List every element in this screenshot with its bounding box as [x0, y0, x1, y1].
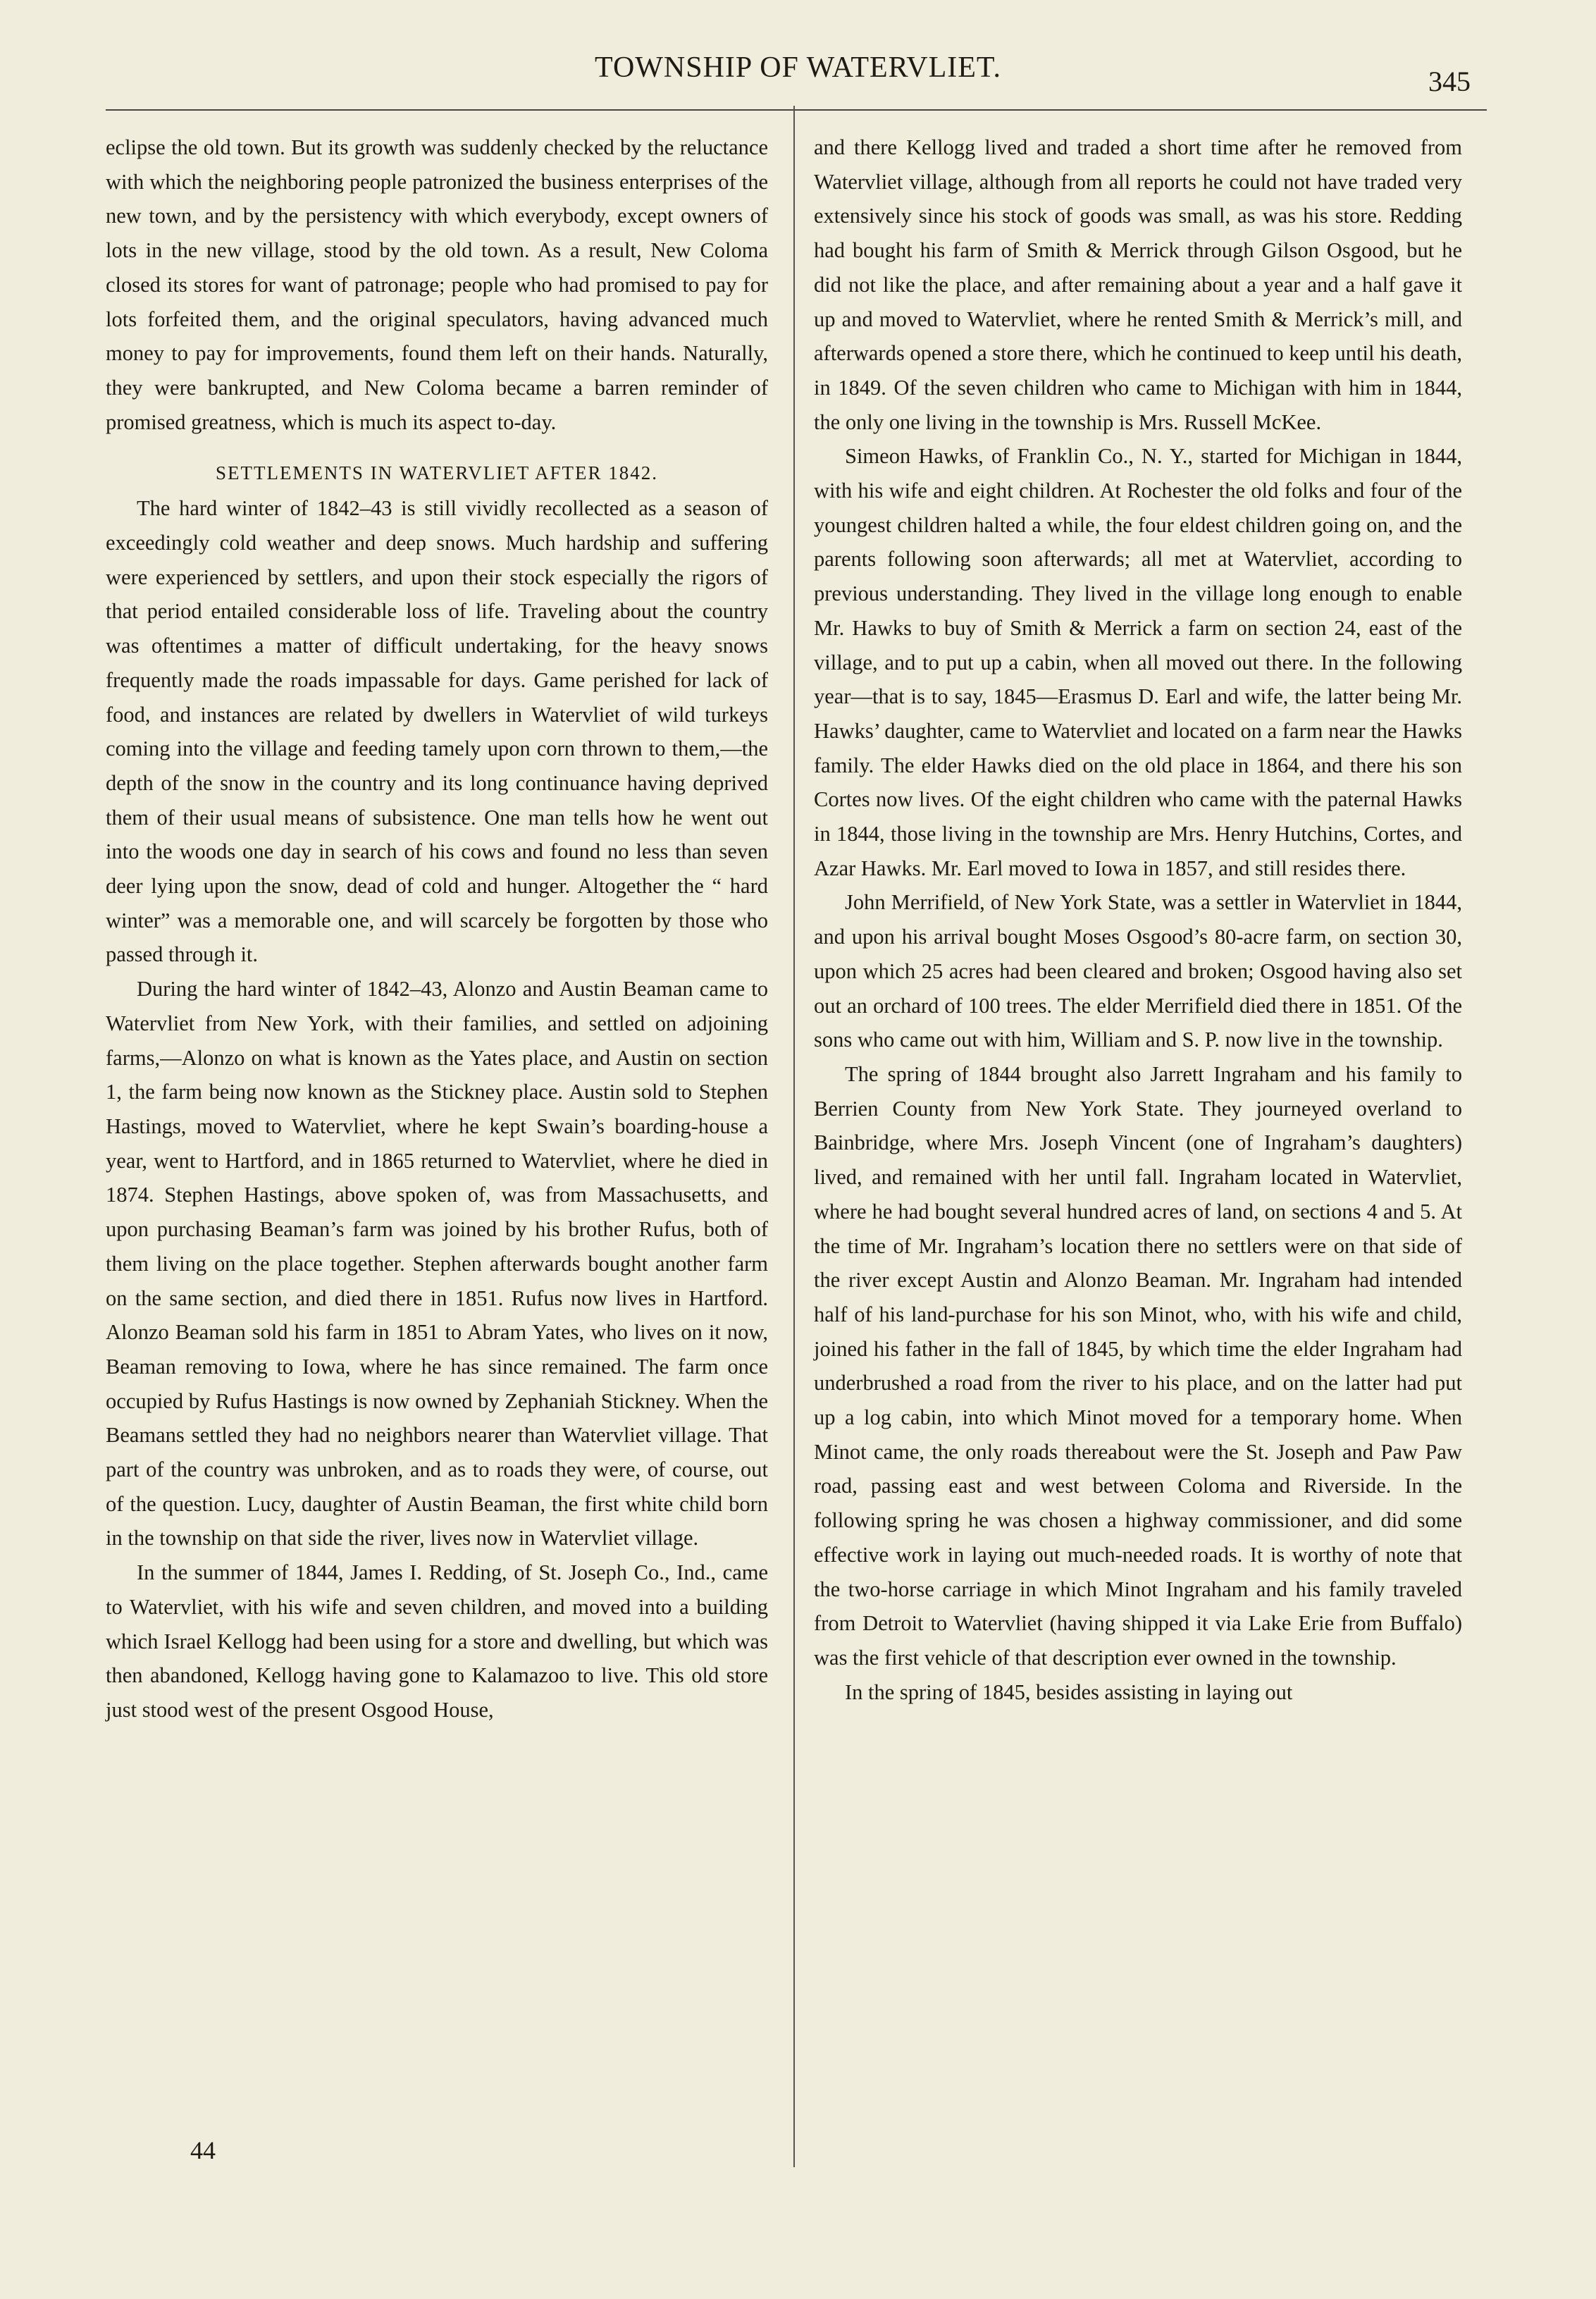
- paragraph: The spring of 1844 brought also Jarrett Ingraham and his family to Berrien County from New York State. They journeyed overland to Bainbridge, where Mrs. Joseph Vincent (one of Ingraham’s daughters) lived, and remained with her until fall. Ingraham located in Watervliet, where he had bought several hundred acres of land, on sections 4 and 5. At the time of Mr. Ingraham’s location there no settlers were on that side of the river except Austin and Alonzo Beaman. Mr. Ingraham had intended half of his land-purchase for his son Minot, who, with his wife and child, joined his father in the fall of 1845, by which time the elder Ingraham had underbrushed a road from the river to his place, and on the latter had put up a log cabin, into which Minot moved for a temporary home. When Minot came, the only roads thereabout were the St. Joseph and Paw Paw road, passing east and west between Coloma and Riverside. In the following spring he was chosen a highway commissioner, and did some effective work in laying out much-needed roads. It is worthy of note that the two-horse carriage in which Minot Ingraham and his family traveled from Detroit to Watervliet (having shipped it via Lake Erie from Buffalo) was the first vehicle of that description ever owned in the township.: [814, 1061, 1462, 1670]
- paragraph: eclipse the old town. But its growth was suddenly checked by the reluctance with which the neighboring people patronized the business enterprises of the new town, and by the persistency with which everybody, except owners of lots in the new village, stood by the old town. As a result, New Coloma closed its stores for want of patronage; people who had promised to pay for lots forfeited them, and the original speculators, having advanced much money to pay for improvements, found them left on their hands. Naturally, they were bankrupted, and New Coloma became a barren reminder of promised greatness, which is much its aspect to-day.: [106, 135, 768, 434]
- paragraph: In the summer of 1844, James I. Redding, of St. Joseph Co., Ind., came to Watervliet, with his wife and seven children, and moved into a building which Israel Kellogg had been using for a store and dwelling, but which was then abandoned, Kellogg having gone to Kalamazoo to live. This old store just stood west of the present Osgood House,: [106, 1560, 768, 1722]
- section-heading: SETTLEMENTS IN WATERVLIET AFTER 1842.: [215, 462, 659, 484]
- paragraph: In the spring of 1845, besides assisting in laying out: [845, 1679, 1293, 1704]
- right-column: [814, 130, 1462, 1709]
- paragraph: and there Kellogg lived and traded a short time after he removed from Watervliet village, although from all reports he could not have traded very extensively since his stock of goods was small, as was his store. Redding had bought his farm of Smith & Merrick through Gilson Osgood, but he did not like the place, and after remaining about a year and a half gave it up and moved to Watervliet, where he rented Smith & Merrick’s mill, and afterwards opened a store there, which he continued to keep until his death, in 1849. Of the seven children who came to Michigan with him in 1844, the only one living in the township is Mrs. Russell McKee.: [814, 135, 1462, 434]
- header-rule: [106, 109, 1487, 111]
- paragraph: Simeon Hawks, of Franklin Co., N. Y., started for Michigan in 1844, with his wife and eight children. At Rochester the old folks and four of the youngest children halted a while, the four eldest children going on, and the parents following soon afterwards; all met at Watervliet, according to previous understanding. They lived in the village long enough to enable Mr. Hawks to buy of Smith & Merrick a farm on section 24, east of the village, and to put up a cabin, when all moved out there. In the following year—that is to say, 1845—Erasmus D. Earl and wife, the latter being Mr. Hawks’ daughter, came to Watervliet and located on a farm near the Hawks family. The elder Hawks died on the old place in 1864, and there his son Cortes now lives. Of the eight children who came with the paternal Hawks in 1844, those living in the township are Mrs. Henry Hutchins, Cortes, and Azar Hawks. Mr. Earl moved to Iowa in 1857, and still resides there.: [814, 444, 1462, 880]
- column-divider: [793, 106, 795, 2167]
- left-column: [106, 130, 768, 1727]
- paragraph: During the hard winter of 1842–43, Alonzo and Austin Beaman came to Watervliet from New York, with their families, and settled on adjoining farms,—Alonzo on what is known as the Yates place, and Austin on section 1, the farm being now known as the Stickney place. Austin sold to Stephen Hastings, moved to Watervliet, where he kept Swain’s boarding-house a year, went to Hartford, and in 1865 returned to Watervliet, where he died in 1874. Stephen Hastings, above spoken of, was from Massachusetts, and upon purchasing Beaman’s farm was joined by his brother Rufus, both of them living on the place together. Stephen afterwards bought another farm on the same section, and died there in 1851. Rufus now lives in Hartford. Alonzo Beaman sold his farm in 1851 to Abram Yates, who lives on it now, Beaman removing to Iowa, where he has since remained. The farm once occupied by Rufus Hastings is now owned by Zephaniah Stickney. When the Beamans settled they had no neighbors nearer than Watervliet village. That part of the country was unbroken, and as to roads they were, of course, out of the question. Lucy, daughter of Austin Beaman, the first white child born in the township on that side the river, lives now in Watervliet village.: [106, 977, 768, 1551]
- signature-mark: 44: [190, 2136, 216, 2164]
- page-number: 345: [1428, 66, 1471, 97]
- running-title: TOWNSHIP OF WATERVLIET.: [595, 51, 1001, 84]
- paragraph: John Merrifield, of New York State, was a settler in Watervliet in 1844, and upon his arrival bought Moses Osgood’s 80-acre farm, on section 30, upon which 25 acres had been cleared and broken; Osgood having also set out an orchard of 100 trees. The elder Merrifield died there in 1851. Of the sons who came out with him, William and S. P. now live in the township.: [814, 890, 1462, 1052]
- paragraph: The hard winter of 1842–43 is still vividly recollected as a season of exceedingly cold weather and deep snows. Much hardship and suffering were experienced by settlers, and upon their stock especially the rigors of that period entailed considerable loss of life. Traveling about the country was oftentimes a matter of difficult undertaking, for the heavy snows frequently made the roads impassable for days. Game perished for lack of food, and instances are related by dwellers in Watervliet of wild turkeys coming into the village and feeding tamely upon corn thrown to them,—the depth of the snow in the country and its long continuance having deprived them of their usual means of subsistence. One man tells how he went out into the woods one day in search of his cows and found no less than seven deer lying upon the snow, dead of cold and hunger. Altogether the “ hard winter” was a memorable one, and will scarcely be forgotten by those who passed through it.: [106, 496, 768, 967]
